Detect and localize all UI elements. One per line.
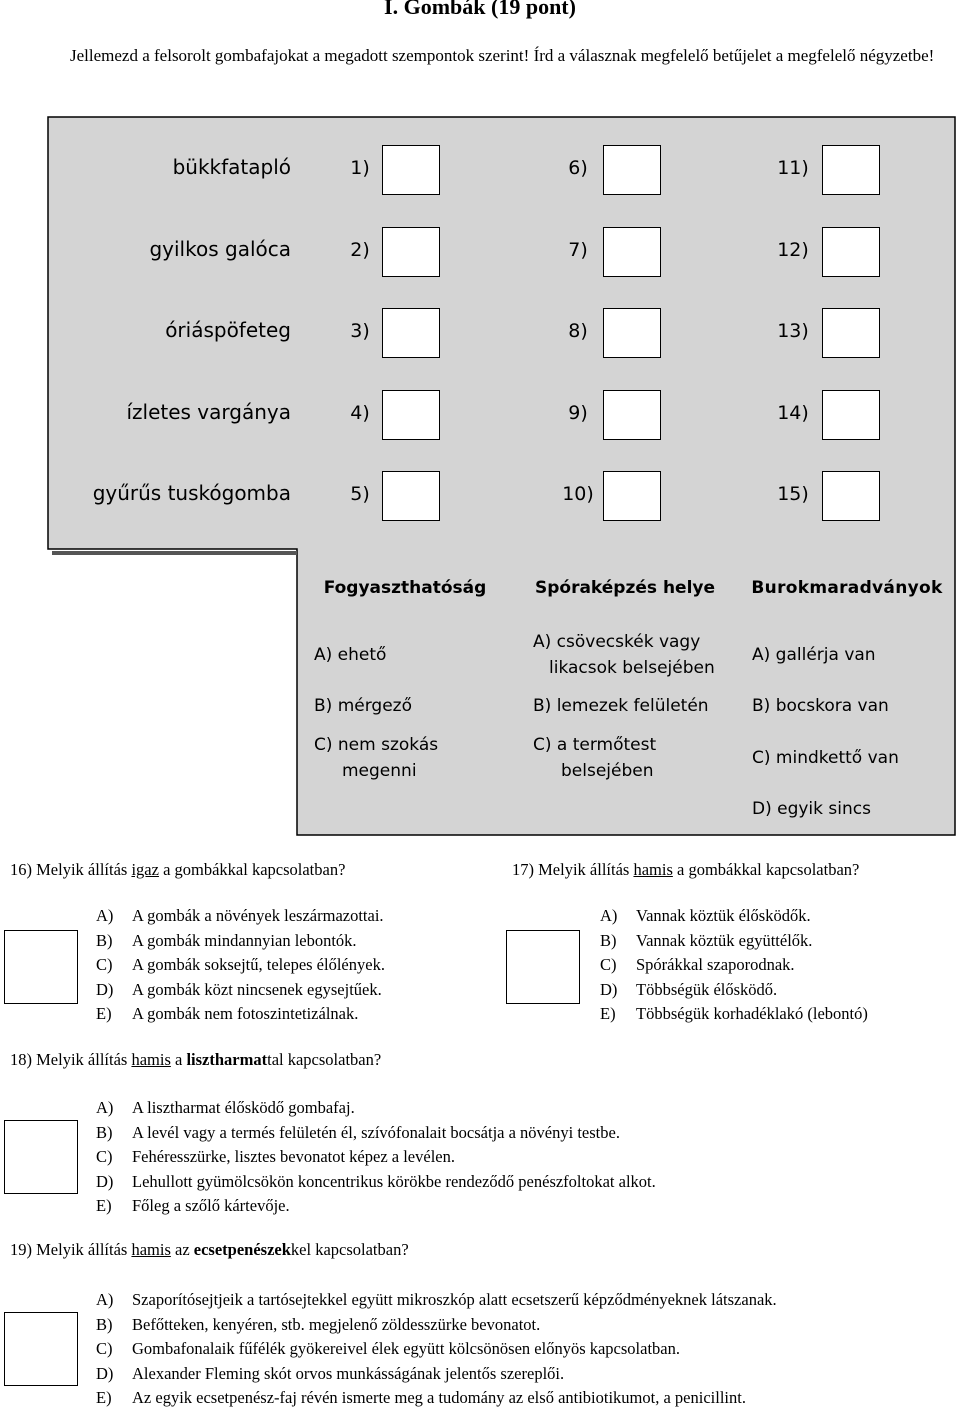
answer-option	[96, 1002, 385, 1027]
answer-option	[96, 1170, 656, 1195]
option-gills: B) lemezek felületén	[533, 696, 709, 716]
cell-number: 6)	[568, 157, 588, 179]
answer-box-17[interactable]	[506, 930, 580, 1004]
answer-letter: A)	[600, 906, 618, 925]
answer-letter: B)	[96, 930, 113, 950]
question-17-answers	[600, 904, 868, 1027]
header-edibility: Fogyaszthatóság	[323, 578, 487, 598]
answer-text: Szaporítósejtjeik a tartósejtekkel együtt mikroszkóp alatt ecsetszerű képződményeknek látszanak.	[132, 1290, 777, 1309]
answer-box[interactable]	[603, 145, 661, 195]
answer-box[interactable]	[822, 145, 880, 195]
answer-letter: B)	[96, 1314, 113, 1334]
answer-box[interactable]	[382, 227, 440, 277]
answer-option	[600, 953, 868, 978]
answer-box[interactable]	[382, 308, 440, 358]
answer-box[interactable]	[603, 390, 661, 440]
option-not-eaten-1: C) nem szokás	[314, 735, 439, 755]
answer-option	[96, 1121, 656, 1146]
cell-number: 12)	[777, 239, 809, 261]
fungus-name: gyilkos galóca	[149, 237, 291, 261]
answer-text: Gombafonalaik fűfélék gyökereivel élek együtt kölcsönösen előnyös kapcsolatban.	[132, 1339, 680, 1358]
answer-text: A gombák mindannyian lebontók.	[132, 930, 357, 950]
answer-letter: E)	[96, 1388, 112, 1407]
answer-letter: C)	[96, 1339, 113, 1358]
answer-option	[96, 1313, 777, 1338]
question-18: 18) Melyik állítás hamis a lisztharmattal kapcsolatban?	[10, 1050, 382, 1069]
answer-option	[600, 978, 868, 1003]
answer-option	[96, 978, 385, 1003]
option-tubes-2: likacsok belsejében	[549, 658, 715, 678]
answer-box[interactable]	[603, 227, 661, 277]
answer-text: Többségük korhadéklakó (lebontó)	[636, 1004, 868, 1023]
question-18-answers	[96, 1096, 656, 1219]
cell-number: 5)	[350, 483, 370, 505]
answer-option	[96, 929, 385, 954]
question-19: 19) Melyik állítás hamis az ecsetpenészekkel kapcsolatban?	[10, 1240, 409, 1259]
answer-option	[600, 904, 868, 929]
cell-number: 11)	[777, 157, 809, 179]
answer-text: Lehullott gyümölcsökön koncentrikus körökbe rendeződő penészfoltokat alkot.	[132, 1171, 656, 1191]
answer-letter: E)	[600, 1004, 616, 1023]
answer-box[interactable]	[603, 471, 661, 521]
cell-number: 3)	[350, 320, 370, 342]
answer-letter: B)	[600, 930, 617, 950]
cell-number: 2)	[350, 239, 370, 261]
answer-letter: C)	[600, 955, 617, 974]
answer-letter: C)	[96, 955, 113, 974]
option-poisonous: B) mérgező	[314, 696, 412, 716]
answer-letter: D)	[96, 979, 114, 999]
answer-box[interactable]	[822, 308, 880, 358]
fungus-name: gyűrűs tuskógomba	[92, 481, 291, 505]
option-tubes-1: A) csövecskék vagy	[533, 632, 701, 652]
fungus-name: óriáspöfeteg	[165, 318, 291, 342]
answer-text: Fehéresszürke, lisztes bevonatot képez a levélen.	[132, 1147, 455, 1166]
answer-text: A gombák soksejtű, telepes élőlények.	[132, 955, 385, 974]
answer-letter: B)	[96, 1122, 113, 1142]
answer-option	[96, 953, 385, 978]
option-not-eaten-2: megenni	[342, 761, 417, 781]
cell-number: 4)	[350, 402, 370, 424]
answer-letter: C)	[96, 1147, 113, 1166]
question-16-answers	[96, 904, 385, 1027]
answer-option	[600, 929, 868, 954]
answer-letter: E)	[96, 1196, 112, 1215]
answer-text: A gombák közt nincsenek egysejtűek.	[132, 979, 382, 999]
fungus-name: bükkfatapló	[172, 155, 291, 179]
answer-letter: E)	[96, 1004, 112, 1023]
header-veil-remnants: Burokmaradványok	[751, 578, 943, 598]
answer-text: Vannak köztük élősködők.	[636, 906, 811, 925]
answer-text: A levél vagy a termés felületén él, szívófonalait bocsátja a növényi testbe.	[132, 1122, 620, 1142]
answer-text: Alexander Fleming skót orvos munkásságának jelentős szereplői.	[132, 1363, 565, 1383]
option-both: C) mindkettő van	[752, 748, 899, 768]
answer-text: Befőtteken, kenyéren, stb. megjelenő zöldesszürke bevonatot.	[132, 1314, 541, 1334]
cell-number: 13)	[777, 320, 809, 342]
answer-text: A gombák nem fotoszintetizálnak.	[132, 1004, 359, 1023]
answer-box-16[interactable]	[4, 930, 78, 1004]
answer-letter: A)	[96, 1290, 114, 1309]
answer-letter: D)	[600, 979, 618, 999]
question-16: 16) Melyik állítás igaz a gombákkal kapcsolatban?	[10, 860, 346, 879]
cell-number: 15)	[777, 483, 809, 505]
answer-option	[96, 1337, 777, 1362]
answer-box[interactable]	[822, 227, 880, 277]
answer-box[interactable]	[603, 308, 661, 358]
answer-text: Spórákkal szaporodnak.	[636, 955, 795, 974]
answer-option	[96, 904, 385, 929]
cell-number: 1)	[350, 157, 370, 179]
cell-number: 14)	[777, 402, 809, 424]
answer-text: A gombák a növények leszármazottai.	[132, 906, 384, 925]
answer-option	[96, 1362, 777, 1387]
answer-text: Többségük élősködő.	[636, 979, 778, 999]
option-volva: B) bocskora van	[752, 696, 889, 716]
instructions: Jellemezd a felsorolt gombafajokat a megadott szempontok szerint! Írd a válasznak megfelelő betűjelet a megfelelő négyzetbe!	[70, 46, 935, 65]
option-fruitbody-2: belsejében	[561, 761, 654, 781]
cell-number: 7)	[568, 239, 588, 261]
section-title: I. Gombák (19 pont)	[384, 0, 576, 19]
option-fruitbody-1: C) a termőtest	[533, 735, 657, 755]
cell-number: 9)	[568, 402, 588, 424]
answer-letter: A)	[96, 1098, 114, 1117]
answer-option	[600, 1002, 868, 1027]
option-edible: A) ehető	[314, 645, 387, 665]
answer-text: Főleg a szőlő kártevője.	[132, 1196, 290, 1215]
answer-box[interactable]	[822, 471, 880, 521]
option-ring: A) gallérja van	[752, 645, 876, 665]
answer-text: Az egyik ecsetpenész-faj révén ismerte meg a tudomány az első antibiotikumot, a penicillint.	[132, 1388, 746, 1407]
answer-option	[96, 1145, 656, 1170]
answer-option	[96, 1194, 656, 1219]
answer-option	[96, 1096, 656, 1121]
cell-number: 10)	[562, 483, 594, 505]
answer-letter: D)	[96, 1363, 114, 1383]
answer-box[interactable]	[382, 471, 440, 521]
fungus-name: ízletes vargánya	[126, 400, 291, 424]
answer-box[interactable]	[382, 390, 440, 440]
answer-box-18[interactable]	[4, 1120, 78, 1194]
answer-text: Vannak köztük együttélők.	[636, 930, 813, 950]
answer-letter: A)	[96, 906, 114, 925]
header-spore-location: Spóraképzés helye	[534, 578, 716, 598]
question-17: 17) Melyik állítás hamis a gombákkal kapcsolatban?	[512, 860, 860, 879]
answer-option	[96, 1288, 777, 1313]
cell-number: 8)	[568, 320, 588, 342]
answer-box[interactable]	[382, 145, 440, 195]
question-19-answers	[96, 1288, 777, 1411]
answer-letter: D)	[96, 1171, 114, 1191]
option-neither: D) egyik sincs	[752, 799, 871, 819]
answer-text: A lisztharmat élősködő gombafaj.	[132, 1098, 355, 1117]
answer-box[interactable]	[822, 390, 880, 440]
answer-box-19[interactable]	[4, 1312, 78, 1386]
